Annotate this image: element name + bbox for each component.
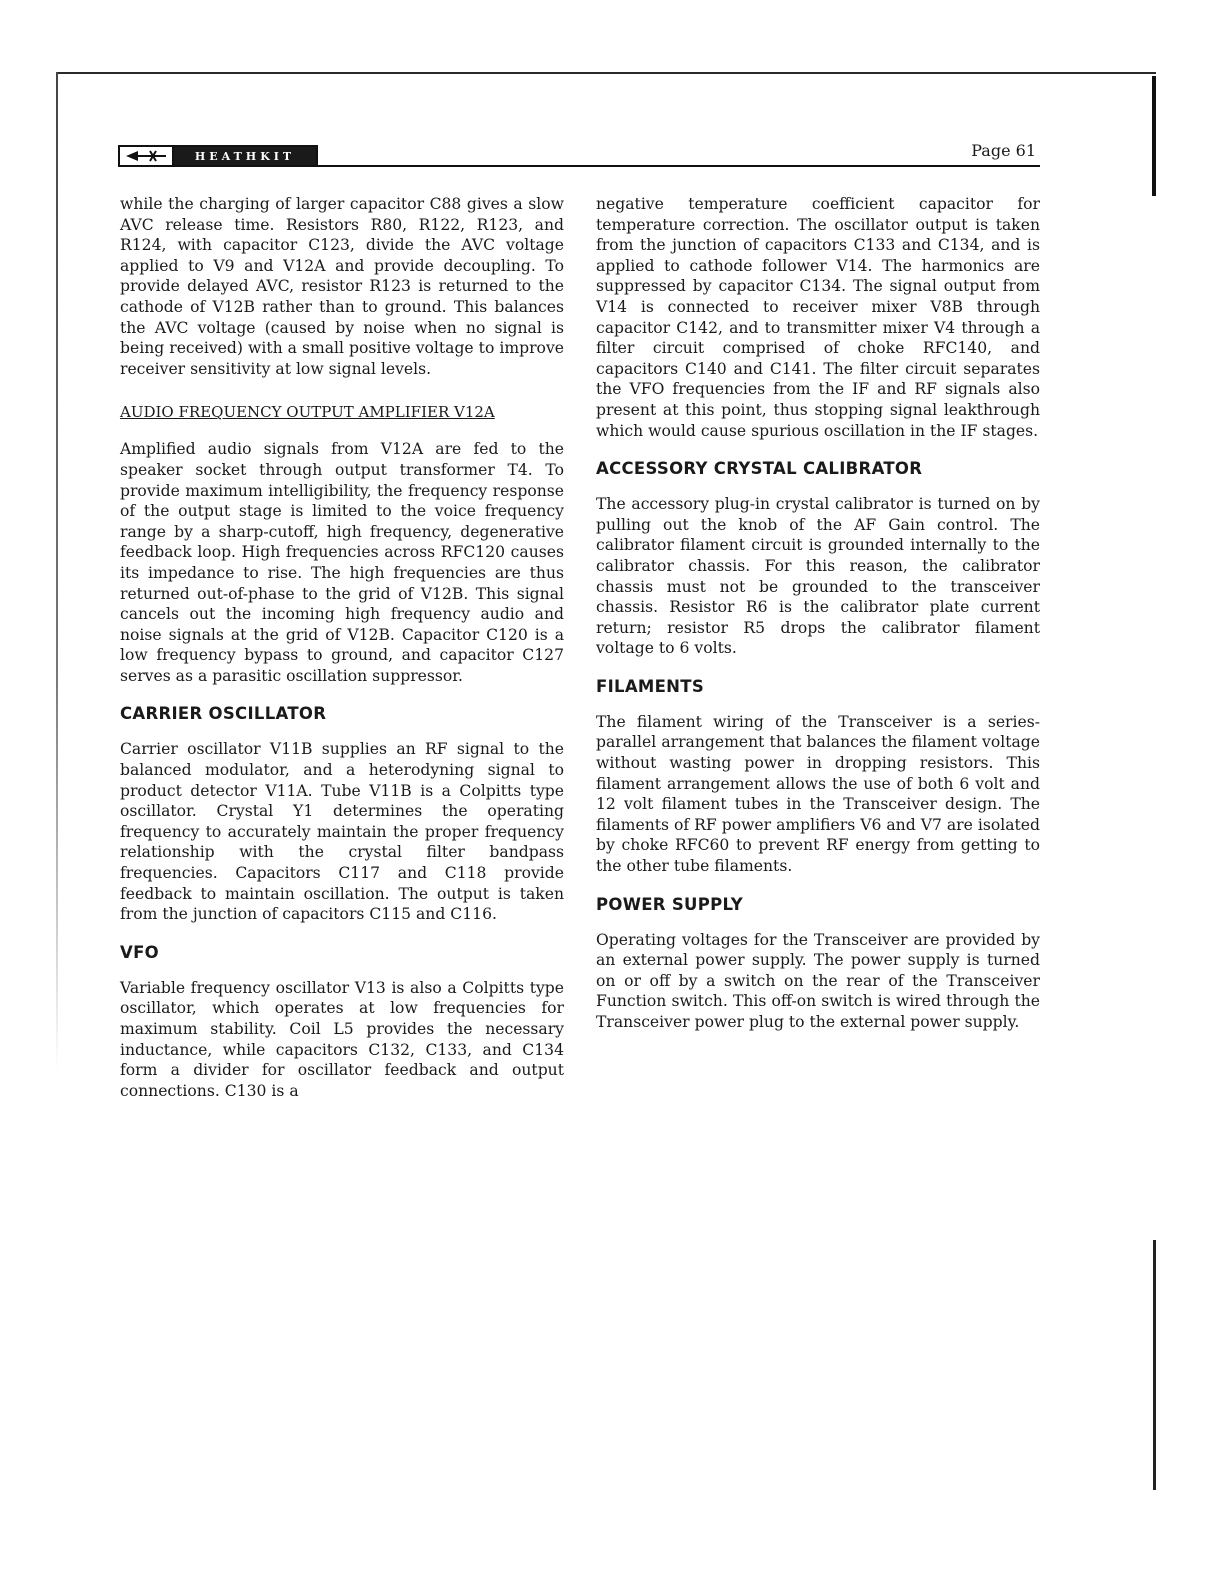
- paragraph-power-supply: Operating voltages for the Transceiver are provided by an external power supply. The power supply is turned on or off by a switch on the rear of the Transceiver Function switch. This off-on switch is wired through the Transceiver power plug to the external power supply.: [596, 930, 1040, 1031]
- heading-carrier-oscillator: CARRIER OSCILLATOR: [120, 704, 327, 724]
- heading-vfo: VFO: [120, 942, 159, 962]
- heading-crystal-calibrator: ACCESSORY CRYSTAL CALIBRATOR: [596, 459, 923, 479]
- paragraph-filaments: The filament wiring of the Transceiver is a series-parallel arrangement that balances the filament voltage without wasting power in dropping resistors. This filament arrangement allows the use of both 6 volt and 12 volt filament tubes in the Transceiver design. The filaments of RF power amplifiers V6 and V7 are isolated by choke RFC60 to prevent RF energy from getting to the other tube filaments.: [596, 712, 1040, 876]
- paragraph-vfo-continued: negative temperature coefficient capacitor for temperature correction. The oscillator output is taken from the junction of capacitors C133 and C134, and is applied to cathode follower V14. The harmonics are suppressed by capacitor C134. The signal output from V14 is connected to receiver mixer V8B through capacitor C142, and to transmitter mixer V4 through a filter circuit comprised of choke RFC140, and capacitors C140 and C141. The filter circuit separates the VFO frequencies from the IF and RF signals also present at this point, thus stopping signal leakthrough which would cause spurious oscillation in the IF stages.: [596, 195, 1040, 440]
- heathkit-logo: [118, 145, 318, 167]
- page-border-right-mark: [1152, 76, 1156, 196]
- heading-audio-amplifier: AUDIO FREQUENCY OUTPUT AMPLIFIER V12A: [120, 403, 495, 422]
- page-number: Page 61: [971, 141, 1036, 160]
- paragraph-avc-continued: while the charging of larger capacitor C88 gives a slow AVC release time. Resistors R80, R122, R123, and R124, with capacitor C123, divide the AVC voltage applied to V9 and V12A and provide decoupling. To provide delayed AVC, resistor R123 is returned to the cathode of V12B rather than to ground. This balances the AVC voltage (caused by noise when no signal is being received) with a small positive voltage to improve receiver sensitivity at low signal levels.: [120, 195, 564, 378]
- page-border-top: [56, 72, 1156, 74]
- heading-power-supply: POWER SUPPLY: [596, 894, 743, 914]
- page-border-right-mark-lower: [1153, 1240, 1156, 1490]
- page-border-left: [56, 72, 58, 1072]
- logo-text: HEATHKIT: [194, 149, 296, 163]
- paragraph-audio-amplifier: Amplified audio signals from V12A are fed to the speaker socket through output transformer T4. To provide maximum intelligibility, the frequency response of the output stage is limited to the voice frequency range by a sharp-cutoff, high frequency, degenerative feedback loop. High frequencies across RFC120 causes its impedance to rise. The high frequencies are thus returned out-of-phase to the grid of V12B. This signal cancels out the incoming high frequency audio and noise signals at the grid of V12B. Capacitor C120 is a low frequency bypass to ground, and capacitor C127 serves as a parasitic oscillation suppressor.: [120, 440, 564, 685]
- paragraph-vfo: Variable frequency oscillator V13 is also a Colpitts type oscillator, which operates at low frequencies for maximum stability. Coil L5 provides the necessary inductance, while capacitors C132, C133, and C134 form a divider for oscillator feedback and output connections. C130 is a: [120, 978, 564, 1100]
- right-column: [596, 194, 1040, 1051]
- left-column: [120, 194, 564, 1119]
- header-rule: [118, 165, 1040, 167]
- paragraph-carrier-oscillator: Carrier oscillator V11B supplies an RF signal to the balanced modulator, and a heterodyning signal to product detector V11A. Tube V11B is a Colpitts type oscillator. Crystal Y1 determines the operating frequency to accurately maintain the proper frequency relationship with the crystal filter bandpass frequencies. Capacitors C117 and C118 provide feedback to maintain oscillation. The output is taken from the junction of capacitors C115 and C116.: [120, 740, 564, 924]
- heathkit-emblem-icon: [120, 147, 174, 165]
- heading-filaments: FILAMENTS: [596, 676, 705, 696]
- paragraph-crystal-calibrator: The accessory plug-in crystal calibrator is turned on by pulling out the knob of the AF Gain control. The calibrator filament circuit is grounded internally to the calibrator chassis. For this reason, the calibrator chassis must not be grounded to the transceiver chassis. Resistor R6 is the calibrator plate current return; resistor R5 drops the calibrator filament voltage to 6 volts.: [596, 495, 1040, 658]
